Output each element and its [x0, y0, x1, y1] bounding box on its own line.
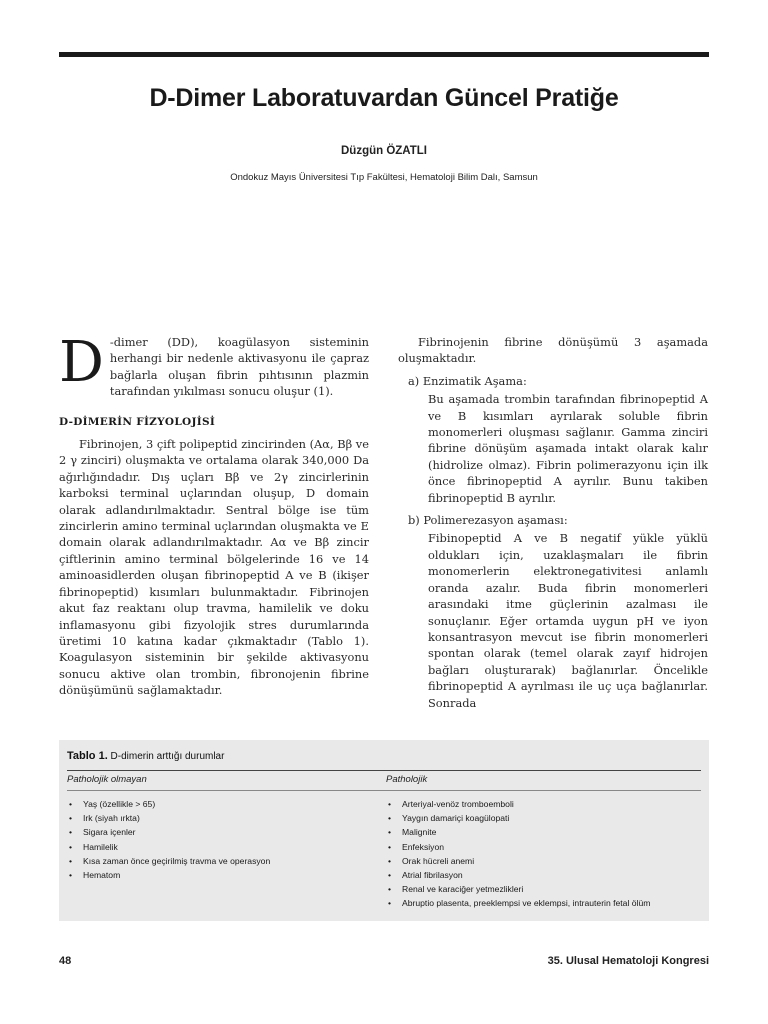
list-item: • Malignite — [386, 825, 650, 839]
stage-b-text: Fibinopeptid A ve B negatif yükle yüklü oldukları için, uzaklaşmaları ile fibrin monomerlerin elektronegativitesi anlamlı oranda azalır. Buda fibrin monomerleri arasındaki itme güçlerinin azalması ile sonuçlanır. Eğer ortamda uygun pH ve iyon konsantrasyon mevcut ise fibrin monomerleri spontan olarak (temel olarak zayıf hidrojen bağları oluşturarak) bağlanırlar. Öncelikle fibrinopeptid A ayrılması ile uç uça bağlanırlar. Sonrada — [428, 531, 708, 710]
left-column — [59, 330, 369, 699]
congress-name: 35. Ulusal Hematoloji Kongresi — [547, 955, 709, 967]
nonpathologic-list — [67, 797, 270, 882]
table-top-rule — [67, 770, 701, 771]
page-number: 48 — [59, 955, 72, 967]
right-column — [398, 334, 708, 711]
list-item: • Enfeksiyon — [386, 840, 650, 854]
top-rule — [59, 52, 709, 57]
table-title — [67, 750, 224, 762]
article-title: D-Dimer Laboratuvardan Güncel Pratiğe — [149, 84, 619, 112]
stage-a-label: a) Enzimatik Aşama: — [408, 373, 527, 388]
intro-text: -dimer (DD), koagülasyon sisteminin herhangi bir nedenle aktivasyonu ile çapraz bağlarla oluşan fibrin pıhtısının plazmin tarafından yıkılması sonucu oluşur (1). — [109, 335, 369, 399]
list-item: • Kısa zaman önce geçirilmiş travma ve operasyon — [67, 854, 270, 868]
section-heading: D-DİMERİN FİZYOLOJİSİ — [59, 415, 216, 428]
list-item: • Hamilelik — [67, 840, 270, 854]
list-item: • Yaygın damariçi koagülopati — [386, 811, 650, 825]
table-col-header-nonpathologic: Patholojik olmayan — [67, 774, 147, 785]
list-item: • Abruptio plasenta, preeklempsi ve eklempsi, intrauterin fetal ölüm — [386, 896, 650, 910]
list-item: • Yaş (özellikle > 65) — [67, 797, 270, 811]
intro-paragraph — [59, 330, 369, 400]
list-item: • Irk (siyah ırkta) — [67, 811, 270, 825]
author-affiliation: Ondokuz Mayıs Üniversitesi Tıp Fakültesi, Hematoloji Bilim Dalı, Samsun — [230, 172, 538, 183]
list-item: • Orak hücreli anemi — [386, 854, 650, 868]
physiology-paragraph: Fibrinojen, 3 çift polipeptid zincirinden (Aα, Bβ ve 2 γ zinciri) oluşmakta ve ortalama olarak 340,000 Da ağırlığındadır. Dış uçları Bβ ve 2γ zincirlerinin karboksi terminal uçlarından oluşup, D domain olarak adlandırılmaktadır. Sentral bölge ise tüm zincirlerin amino terminal uçlarından oluşmakta ve E domain olarak adlandırılmaktadır. Aα ve Bβ zincir çiftlerinin amino terminal bölgelerinde 16 ve 14 aminoasidlerden oluşan fibrinopeptid A ve B (ikişer fibrinopeptid) kısımları bulunmaktadır. Fibrinojen akut faz reaktanı olup travma, hamilelik ve doku inflamasyonu gibi fizyolojik stres durumlarında üretimi 10 katına kadar çıkmaktadır (Tablo 1). Koagulasyon sisteminin bir şekilde aktivasyonu sonucu aktive olan trombin, fibronojenin fibrine dönüşümünü sağlamaktadır. — [59, 437, 369, 698]
table-header-rule — [67, 790, 701, 791]
list-item: • Renal ve karaciğer yetmezlikleri — [386, 882, 650, 896]
list-item: • Atrial fibrilasyon — [386, 868, 650, 882]
table-caption: D-dimerin arttığı durumlar — [110, 751, 225, 762]
list-item: • Arteriyal-venöz tromboemboli — [386, 797, 650, 811]
drop-cap: D — [59, 330, 104, 395]
table-1 — [59, 740, 709, 921]
pathologic-list — [386, 797, 650, 911]
conversion-intro: Fibrinojenin fibrine dönüşümü 3 aşamada oluşmaktadır. — [398, 335, 708, 366]
table-col-header-pathologic: Patholojik — [386, 774, 428, 785]
list-item: • Sigara içenler — [67, 825, 270, 839]
list-item: • Hematom — [67, 868, 270, 882]
table-label: Tablo 1. — [67, 750, 108, 762]
author-name: Düzgün ÖZATLI — [340, 145, 427, 157]
stage-b-label: b) Polimerezasyon aşaması: — [408, 513, 568, 528]
stage-a-text: Bu aşamada trombin tarafından fibrinopeptid A ve B kısımları ayrılarak soluble fibrin monomerleri oluşması sağlanır. Gamma zinciri fibrine dönüşüm aşamada intakt olarak kalır (hidrolize olmaz). Fibrin polimerazyonu için ilk önce fibrinopeptid A ayrılır. Bunu takiben fibrinopeptid B ayrılır. — [428, 392, 708, 505]
